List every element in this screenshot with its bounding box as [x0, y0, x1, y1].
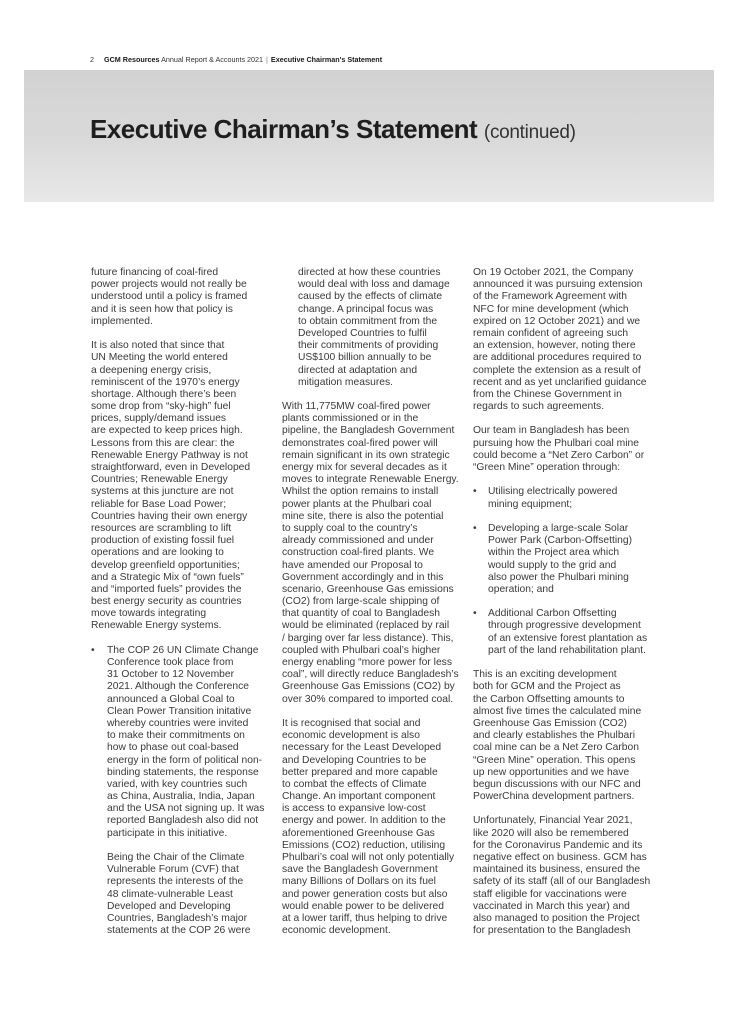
text-line: how to phase out coal-based [107, 742, 239, 754]
bullet-item [91, 645, 271, 840]
text-line: over 30% compared to imported coal. [282, 693, 454, 705]
text-line: Utilising electrically powered [488, 486, 618, 498]
text-line: Developed Countries to fulfil [298, 327, 427, 339]
text-line: also power the Phulbari mining [488, 571, 629, 583]
text-line: almost five times the calculated mine [473, 705, 642, 717]
bullet-item [473, 523, 653, 596]
paragraph [91, 267, 271, 328]
text-line: an extension, however, noting there [473, 340, 636, 352]
bullet-item [473, 486, 653, 510]
text-line: some drop from “sky-high” fuel [91, 401, 231, 413]
text-line: change. A principal focus was [298, 303, 434, 315]
text-line: It is also noted that since that [91, 340, 225, 352]
text-line: for the Coronavirus Pandemic and its [473, 839, 643, 851]
text-line: Renewable Energy Pathway is not [91, 449, 248, 461]
text-line: Countries; Renewable Energy [91, 474, 228, 486]
text-line: would enable power to be delivered [282, 900, 445, 912]
text-line: the Carbon Offsetting amounts to [473, 693, 625, 705]
paragraph [473, 815, 653, 937]
text-line: Power Park (Carbon-Offsetting) [488, 535, 633, 547]
text-line: a deepening energy crisis, [91, 364, 212, 376]
text-line: announced it was pursuing extension [473, 279, 643, 291]
text-line: coupled with Phulbari coal’s higher [282, 644, 441, 656]
paragraph [282, 718, 466, 937]
text-line: reliable for Base Load Power; [91, 498, 227, 510]
running-header [90, 55, 382, 64]
text-line: understood until a policy is framed [91, 291, 248, 303]
paragraph [91, 852, 271, 937]
text-line: save the Bangladesh Government [282, 864, 438, 876]
text-line: Clean Power Transition initative [107, 705, 252, 717]
text-line: to combat the effects of Climate [282, 778, 427, 790]
text-line: could become a “Net Zero Carbon” or [473, 449, 645, 461]
text-line: negative effect on business. GCM has [473, 852, 647, 863]
text-line: It is recognised that social and [282, 717, 421, 729]
text-line: Conference took place from [107, 657, 234, 668]
text-line: vaccinated in March this year) and [473, 900, 630, 912]
text-line: moves to integrate Renewable Energy. [282, 474, 459, 486]
text-line: power plants at the Phulbari coal [282, 498, 432, 510]
text-line: already commissioned and under [282, 535, 434, 547]
text-line: operation; and [488, 583, 554, 595]
text-line: of the Framework Agreement with [473, 291, 627, 303]
text-line: through progressive development [488, 620, 641, 632]
text-line: regards to such agreements. [473, 401, 605, 413]
text-line: “Green Mine” operation through: [473, 462, 621, 473]
text-line: US$100 billion annually to be [298, 352, 432, 364]
paragraph [473, 267, 653, 413]
text-line: economic development. [282, 925, 391, 937]
text-line: coal”, will directly reduce Bangladesh’s [282, 669, 459, 681]
text-line: production of existing fossil fuel [91, 535, 235, 547]
text-line: energy in the form of political non- [107, 754, 263, 766]
text-line: whereby countries were invited [107, 717, 249, 729]
text-line: plants commissioned or in the [282, 413, 419, 425]
text-line: future financing of coal-fired [91, 267, 219, 278]
section-name: Executive Chairman's Statement [270, 55, 383, 64]
text-line: demonstrates coal-fired power will [282, 437, 438, 449]
text-line: Greenhouse Gas Emissions (CO2) by [282, 681, 455, 693]
text-line: straightforward, even in Developed [91, 462, 251, 473]
text-line: energy mix for several decades as it [282, 462, 447, 473]
text-line: 2021. Although the Conference [107, 681, 249, 693]
text-line: like 2020 will also be remembered [473, 827, 629, 839]
text-line: scenario, Greenhouse Gas emissions [282, 583, 454, 595]
text-line: maintained its business, ensured the [473, 864, 641, 876]
text-line: begun discussions with our NFC and [473, 778, 641, 790]
text-line: UN Meeting the world entered [91, 352, 228, 364]
text-line: Renewable Energy systems. [91, 620, 222, 632]
text-line: PowerChina development partners. [473, 791, 635, 803]
text-line: Whilst the option remains to install [282, 486, 439, 498]
company-name: GCM Resources [104, 55, 160, 64]
text-line: operations and are looking to [91, 547, 224, 559]
text-line: are additional procedures required to [473, 352, 642, 364]
text-line: Greenhouse Gas Emission (CO2) [473, 717, 627, 729]
text-line: reported Bangladesh also did not [107, 815, 259, 827]
text-line: to make their commitments on [107, 730, 245, 742]
text-line: Additional Carbon Offsetting [488, 608, 617, 620]
page-title [90, 114, 576, 145]
text-line: This is an exciting development [473, 669, 617, 681]
text-line: move towards integrating [91, 608, 207, 620]
text-line: mitigation measures. [298, 376, 393, 388]
text-line: 48 climate-vulnerable Least [107, 888, 233, 900]
text-line: With 11,775MW coal-fired power [282, 401, 431, 413]
text-line: remain confident of agreeing such [473, 327, 629, 339]
text-line: participate in this initiative. [107, 827, 228, 839]
column-2 [282, 267, 466, 937]
text-line: mining equipment; [488, 498, 573, 510]
text-line: and “imported fuels” provides the [91, 583, 242, 595]
text-line: at a lower tariff, thus helping to drive [282, 912, 448, 924]
header-separator: | [266, 55, 268, 64]
text-line: recent and as yet unclarified guidance [473, 376, 647, 388]
paragraph [282, 401, 466, 706]
text-line: prices, supply/demand issues [91, 413, 227, 425]
paragraph [91, 645, 271, 840]
text-line: better prepared and more capable [282, 766, 438, 778]
text-line: power projects would not really be [91, 279, 247, 291]
text-line: caused by the effects of climate [298, 291, 443, 303]
text-line: develop greenfield opportunities; [91, 559, 240, 571]
text-line: On 19 October 2021, the Company [473, 267, 634, 278]
title-suffix: (continued) [483, 122, 576, 143]
text-line: Vulnerable Forum (CVF) that [107, 864, 239, 876]
text-line: up new opportunities and we have [473, 766, 630, 778]
text-line: The COP 26 UN Climate Change [107, 644, 259, 656]
text-line: directed at adaptation and [298, 364, 418, 376]
text-line: energy enabling “more power for less [282, 657, 452, 668]
text-line: binding statements, the response [107, 766, 259, 778]
text-line: pursuing how the Phulbari coal mine [473, 437, 639, 449]
text-line: and clearly establishes the Phulbari [473, 730, 635, 742]
text-line: Government accordingly and in this [282, 571, 444, 583]
paragraph [473, 608, 653, 657]
text-line: as China, Australia, India, Japan [107, 791, 255, 803]
text-line: many Billions of Dollars on its fuel [282, 876, 436, 888]
text-line: best energy security as countries [91, 596, 242, 608]
text-line: reminiscent of the 1970’s energy [91, 376, 240, 388]
text-line: 31 October to 12 November [107, 669, 235, 681]
text-line: also managed to position the Project [473, 912, 640, 924]
report-name: Annual Report & Accounts 2021 [161, 55, 264, 64]
text-line: have amended our Proposal to [282, 559, 423, 571]
text-line: would be eliminated (replaced by rail [282, 620, 450, 632]
bullet-item [473, 608, 653, 657]
text-line: Our team in Bangladesh has been [473, 425, 630, 437]
text-line: Countries having their own energy [91, 510, 248, 522]
text-line: Countries, Bangladesh’s major [107, 912, 248, 924]
bullet-marker: • [473, 608, 477, 620]
text-line: expired on 12 October 2021) and we [473, 315, 641, 327]
text-line: announced a Global Coal to [107, 693, 235, 705]
text-line: would deal with loss and damage [298, 279, 450, 291]
text-line: economic development is also [282, 730, 420, 742]
text-line: coal mine can be a Net Zero Carbon [473, 742, 639, 754]
text-line: remain significant in its own strategic [282, 449, 450, 461]
paragraph [473, 486, 653, 510]
text-line: pipeline, the Bangladesh Government [282, 425, 455, 437]
paragraph [473, 669, 653, 803]
text-line: and a Strategic Mix of “own fuels” [91, 571, 244, 583]
text-line: to obtain commitment from the [298, 315, 438, 327]
text-line: Lessons from this are clear: the [91, 437, 235, 449]
column-3 [473, 267, 653, 937]
text-line: and power generation costs but also [282, 888, 448, 900]
text-line: implemented. [91, 315, 153, 327]
text-line: necessary for the Least Developed [282, 742, 442, 754]
page-number: 2 [90, 55, 94, 64]
paragraph [473, 523, 653, 596]
text-line: represents the interests of the [107, 876, 244, 888]
text-line: Phulbari’s coal will not only potentially [282, 852, 455, 863]
paragraph [91, 340, 271, 633]
paragraph [473, 425, 653, 474]
text-line: and Developing Countries to be [282, 754, 427, 766]
text-line: staff eligible for vaccinations were [473, 888, 627, 900]
text-line: complete the extension as a result of [473, 364, 641, 376]
text-line: / barging over far less distance). This, [282, 632, 454, 644]
text-line: Being the Chair of the Climate [107, 852, 245, 863]
text-line: Developed and Developing [107, 900, 231, 912]
text-line: would supply to the grid and [488, 559, 617, 571]
text-line: from the Chinese Government in [473, 388, 622, 400]
text-line: safety of its staff (all of our Bangladesh [473, 876, 651, 888]
text-line: resources are scrambling to lift [91, 522, 232, 534]
text-line: Change. An important component [282, 791, 436, 803]
bullet-marker: • [473, 522, 477, 534]
text-line: “Green Mine” operation. This opens [473, 754, 636, 766]
text-line: their commitments of providing [298, 340, 439, 352]
text-line: shortage. Although there’s been [91, 388, 237, 400]
text-line: NFC for mine development (which [473, 303, 629, 315]
text-line: mine site, there is also the potential [282, 510, 444, 522]
text-line: for presentation to the Bangladesh [473, 925, 631, 937]
title-main: Executive Chairman’s Statement [90, 114, 478, 144]
bullet-marker: • [473, 486, 477, 498]
text-line: Developing a large-scale Solar [488, 522, 629, 534]
text-line: that quantity of coal to Bangladesh [282, 608, 440, 620]
text-line: systems at this juncture are not [91, 486, 234, 498]
bullet-marker: • [91, 644, 95, 656]
text-line: energy and power. In addition to the [282, 815, 446, 827]
text-line: Unfortunately, Financial Year 2021, [473, 815, 633, 827]
text-line: part of the land rehabilitation plant. [488, 644, 646, 656]
text-line: and the USA not signing up. It was [107, 803, 265, 815]
text-line: statements at the COP 26 were [107, 925, 251, 937]
text-line: is access to expansive low-cost [282, 803, 426, 815]
column-1 [91, 267, 271, 937]
text-line: and it is seen how that policy is [91, 303, 233, 315]
text-line: to supply coal to the country’s [282, 522, 418, 534]
text-line: directed at how these countries [298, 267, 441, 278]
text-line: within the Project area which [488, 547, 620, 559]
text-line: of an extensive forest plantation as [488, 632, 648, 644]
text-line: are expected to keep prices high. [91, 425, 243, 437]
paragraph [282, 267, 466, 389]
text-line: varied, with key countries such [107, 778, 248, 790]
text-line: aforementioned Greenhouse Gas [282, 827, 435, 839]
text-line: (CO2) from large-scale shipping of [282, 596, 440, 608]
text-line: both for GCM and the Project as [473, 681, 621, 693]
text-line: Emissions (CO2) reduction, utilising [282, 839, 446, 851]
text-line: construction coal-fired plants. We [282, 547, 435, 559]
